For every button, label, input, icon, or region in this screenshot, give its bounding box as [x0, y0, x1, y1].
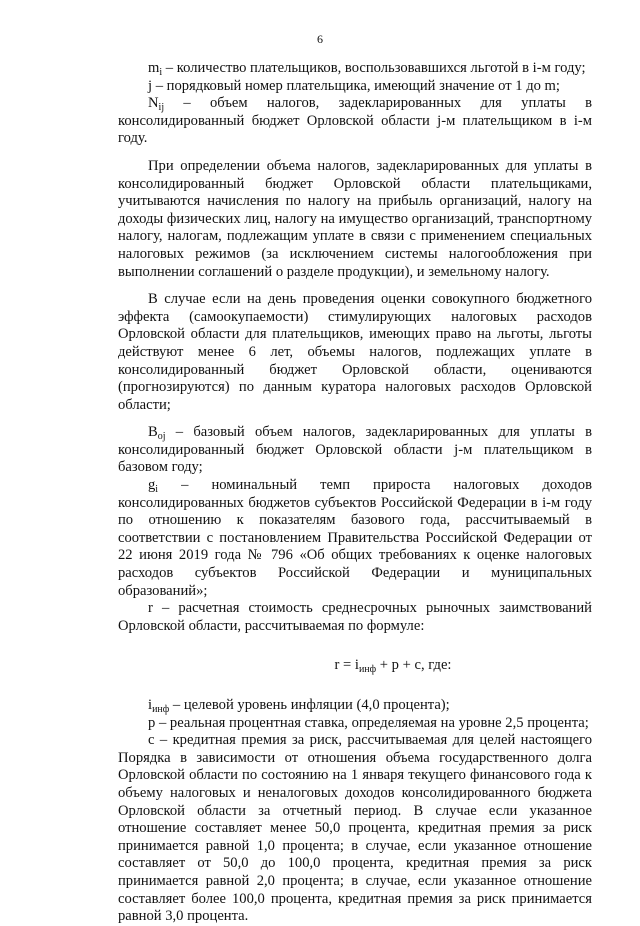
definition-c: c – кредитная премия за риск, рассчитываемая для целей настоящего Порядка в зависимости от отношения объема государственного долга Орловской области по состоянию на 1 января текущего финансового года к объему налоговых и неналоговых доходов консолидированного бюджета Орловской области за отчетный период. В случае если указанное отношение составляет менее 50,0 процента, кредитная премия за риск принимается равной 1,0 процента; в случае, если указанное отношение составляет от 50,0 до 100,0 процента, кредитная премия за риск принимается равной 2,0 процента; в случае, если указанное отношение составляет более 100,0 процента, кредитная премия за риск принимается равной 3,0 процента.: [118, 732, 592, 925]
definition-text: – номинальный темп прироста налоговых доходов консолидированных бюджетов субъектов Российской Федерации в i-м году по отношению к показателям базового года, рассчитываемый в соответствии с постановлением Правительства Российской Федерации от 22 июня 2019 года № 796 «Об общих требованиях к оценке налоговых расходов субъектов Российской Федерации и муниципальных образований»;: [118, 477, 592, 599]
definition-p: p – реальная процентная ставка, определяемая на уровне 2,5 процента;: [148, 714, 589, 731]
definition-text: – базовый объем налогов, задекларированных для уплаты в консолидированный бюджет Орловской области j-м плательщиком в базовом году;: [118, 424, 592, 476]
definition-j: j – порядковый номер плательщика, имеющий значение от 1 до m;: [148, 77, 560, 94]
symbol-subscript: ij: [158, 102, 165, 114]
formula-rhs: + p + c, где:: [376, 657, 452, 674]
page-number: 6: [317, 32, 323, 46]
symbol: i: [148, 697, 153, 713]
definition-m: [118, 60, 592, 78]
symbol: g: [148, 477, 156, 494]
formula-r: [118, 657, 592, 675]
formula-subscript: инф: [358, 664, 377, 676]
definition-r: r – расчетная стоимость среднесрочных рыночных заимствований Орловской области, рассчитываемая по формуле:: [118, 600, 592, 634]
definition-text: – целевой уровень инфляции (4,0 процента);: [169, 697, 450, 713]
symbol-subscript: oj: [157, 431, 166, 443]
symbol: N: [148, 95, 159, 112]
symbol: B: [148, 424, 158, 441]
definition-n: [118, 95, 592, 148]
symbol-subscript: i: [159, 67, 163, 78]
definition-text: – объем налогов, задекларированных для уплаты в консолидированный бюджет Орловской области j-м плательщиком в i-м году.: [118, 95, 592, 147]
symbol-subscript: инф: [152, 704, 170, 715]
definition-text: – количество плательщиков, воспользовавшихся льготой в i-м году;: [162, 60, 586, 76]
definition-i-inf: [118, 697, 592, 715]
paragraph-tax-calculation: При определении объема налогов, задекларированных для уплаты в консолидированный бюджет Орловской области плательщиками, учитываются начисления по налогу на прибыль организаций, налогу на доходы физических лиц, налогу на имущество организаций, транспортному налогу, налогам, подлежащим уплате в связи с применением специальных налоговых режимов (за исключением системы налогообложения при выполнении соглашений о разделе продукции), и земельному налогу.: [118, 157, 592, 280]
paragraph-less-than-6-years: В случае если на день проведения оценки совокупного бюджетного эффекта (самоокупаемости) стимулирующих налоговых расходов Орловской области для плательщиков, имеющих право на льготы, льготы действуют менее 6 лет, объемы налогов, подлежащих уплате в консолидированный бюджет Орловской области, оцениваются (прогнозируются) по данным куратора налоговых расходов Орловской области;: [118, 291, 592, 413]
symbol: m: [148, 60, 160, 76]
definition-g: [118, 477, 592, 600]
symbol-subscript: i: [155, 484, 159, 496]
formula-lhs: r = i: [334, 657, 359, 674]
document-body: [118, 60, 592, 926]
definition-b: [118, 424, 592, 477]
